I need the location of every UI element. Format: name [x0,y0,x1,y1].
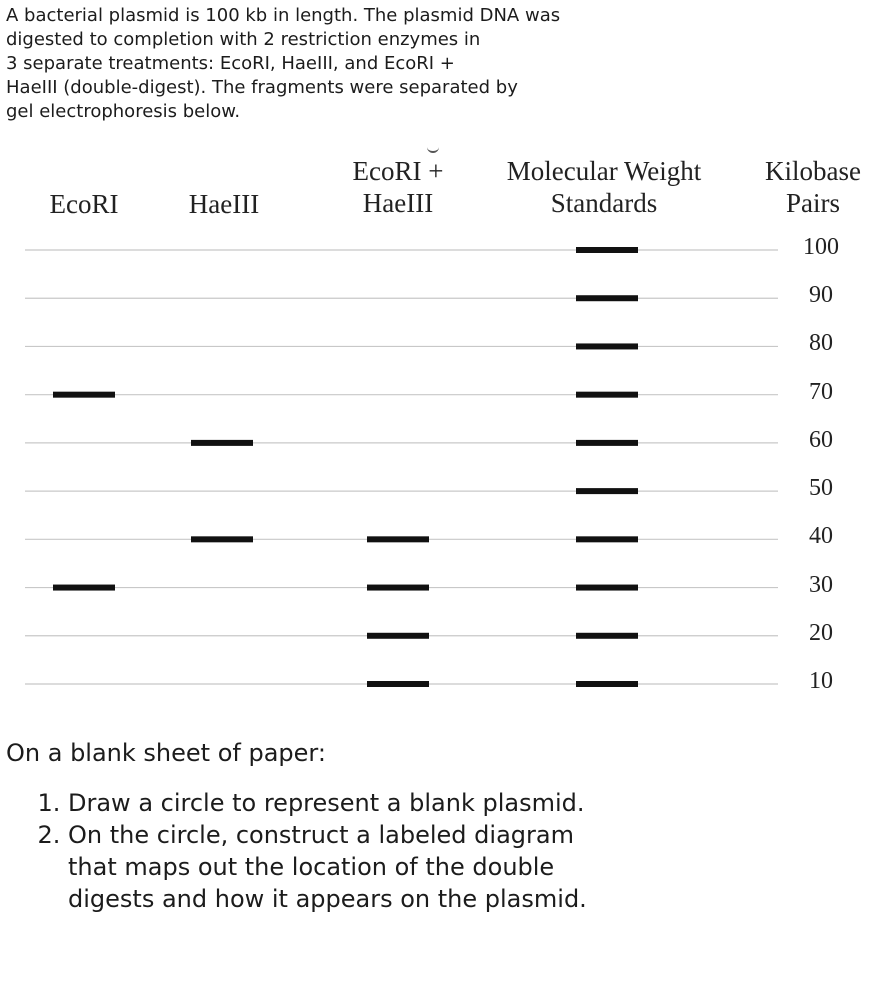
lane-header-line: EcoRI [49,189,119,219]
lane-header-double-digest [336,155,460,219]
gel-band [191,536,253,542]
gel-diagram [0,140,871,710]
lane-header-haeiii [172,188,276,220]
lane-header-ecori [34,188,134,220]
kb-tick-label: 100 [803,234,839,260]
gel-band [367,681,429,687]
kb-tick-label: 30 [809,571,833,598]
gel-band [367,585,429,591]
gel-band [576,343,638,349]
gel-svg [0,140,871,710]
lane-header-line: HaeIII [362,188,434,218]
gel-band [576,392,638,398]
lane-header-line: Standards [550,188,658,218]
problem-line: 3 separate treatments: EcoRI, HaeIII, and EcoRI + [6,53,455,74]
instruction-step: 2. On the circle, construct a labeled diagram that maps out the location of the double digests and how it appears on the plasmid. [68,819,588,915]
kb-tick-label: 20 [809,619,833,646]
kb-tick-label: 90 [809,282,833,309]
lane-header-line: HaeIII [188,189,260,219]
problem-line: gel electrophoresis below. [6,101,241,122]
kb-tick-label: 60 [809,426,833,453]
kb-axis-title-line: Pairs [786,188,840,218]
gel-band [576,440,638,446]
problem-line: digested to completion with 2 restriction enzymes in [6,29,481,50]
kb-tick-label: 80 [809,330,833,357]
instructions-heading: On a blank sheet of paper: [6,739,326,767]
instructions-list [6,787,588,915]
gel-band [367,536,429,542]
kb-tick-label: 70 [809,378,833,405]
lane-header-line: Molecular Weight [506,156,702,186]
gel-band [576,633,638,639]
kb-tick-label: 50 [809,475,833,502]
gel-band [191,440,253,446]
gel-band [576,536,638,542]
gel-band [576,488,638,494]
instructions [6,737,626,915]
kb-axis-title-line: Kilobase [765,156,861,186]
kb-tick-label: 10 [809,668,833,694]
problem-statement [6,4,606,124]
gel-band [367,633,429,639]
gel-band [576,247,638,253]
gel-band [576,585,638,591]
lane-header-line: EcoRI + [352,156,444,186]
gel-band [53,392,115,398]
kb-axis-title [751,155,871,219]
problem-line: HaeIII (double-digest). The fragments were separated by [6,77,518,98]
instruction-step: 1. Draw a circle to represent a blank plasmid. [68,787,588,819]
lane-header-standards [486,155,722,219]
problem-line: A bacterial plasmid is 100 kb in length. The plasmid DNA was [6,5,561,26]
kb-tick-label: 40 [809,523,833,550]
gel-band [53,585,115,591]
gel-band [576,681,638,687]
gel-band [576,295,638,301]
